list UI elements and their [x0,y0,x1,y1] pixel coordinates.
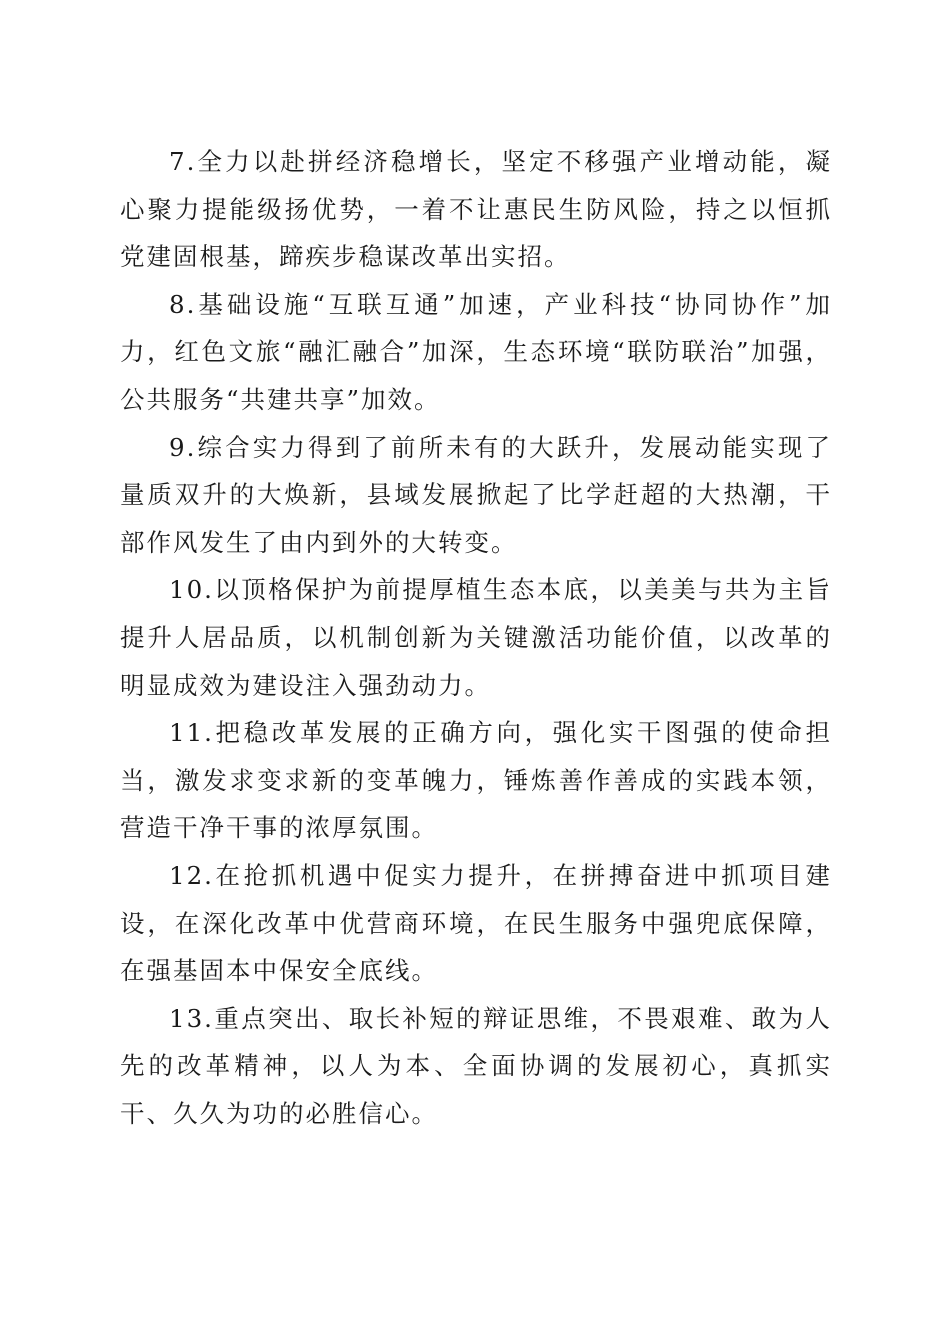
paragraph-12: 12.在抢抓机遇中促实力提升，在拼搏奋进中抓项目建设，在深化改革中优营商环境，在民生服务中强兜底保障，在强基固本中保安全底线。 [120,860,832,986]
paragraph-10: 10.以顶格保护为前提厚植生态本底，以美美与共为主旨提升人居品质，以机制创新为关键激活功能价值，以改革的明显成效为建设注入强劲动力。 [120,575,832,700]
paragraph-7: 7.全力以赴拼经济稳增长，坚定不移强产业增动能，凝心聚力提能级扬优势，一着不让惠民生防风险，持之以恒抓党建固根基，蹄疾步稳谋改革出实招。 [120,147,832,272]
paragraph-13: 13.重点突出、取长补短的辩证思维，不畏艰难、敢为人先的改革精神，以人为本、全面协调的发展初心，真抓实干、久久为功的必胜信心。 [120,1003,832,1128]
paragraph-9: 9.综合实力得到了前所未有的大跃升，发展动能实现了量质双升的大焕新，县域发展掀起了比学赶超的大热潮，干部作风发生了由内到外的大转变。 [120,432,832,557]
document-body [120,138,832,1137]
paragraph-8: 8.基础设施“互联互通”加速，产业科技“协同协作”加力，红色文旅“融汇融合”加深，生态环境“联防联治”加强，公共服务“共建共享”加效。 [120,289,832,414]
paragraph-11: 11.把稳改革发展的正确方向，强化实干图强的使命担当，激发求变求新的变革魄力，锤炼善作善成的实践本领，营造干净干事的浓厚氛围。 [120,718,832,843]
